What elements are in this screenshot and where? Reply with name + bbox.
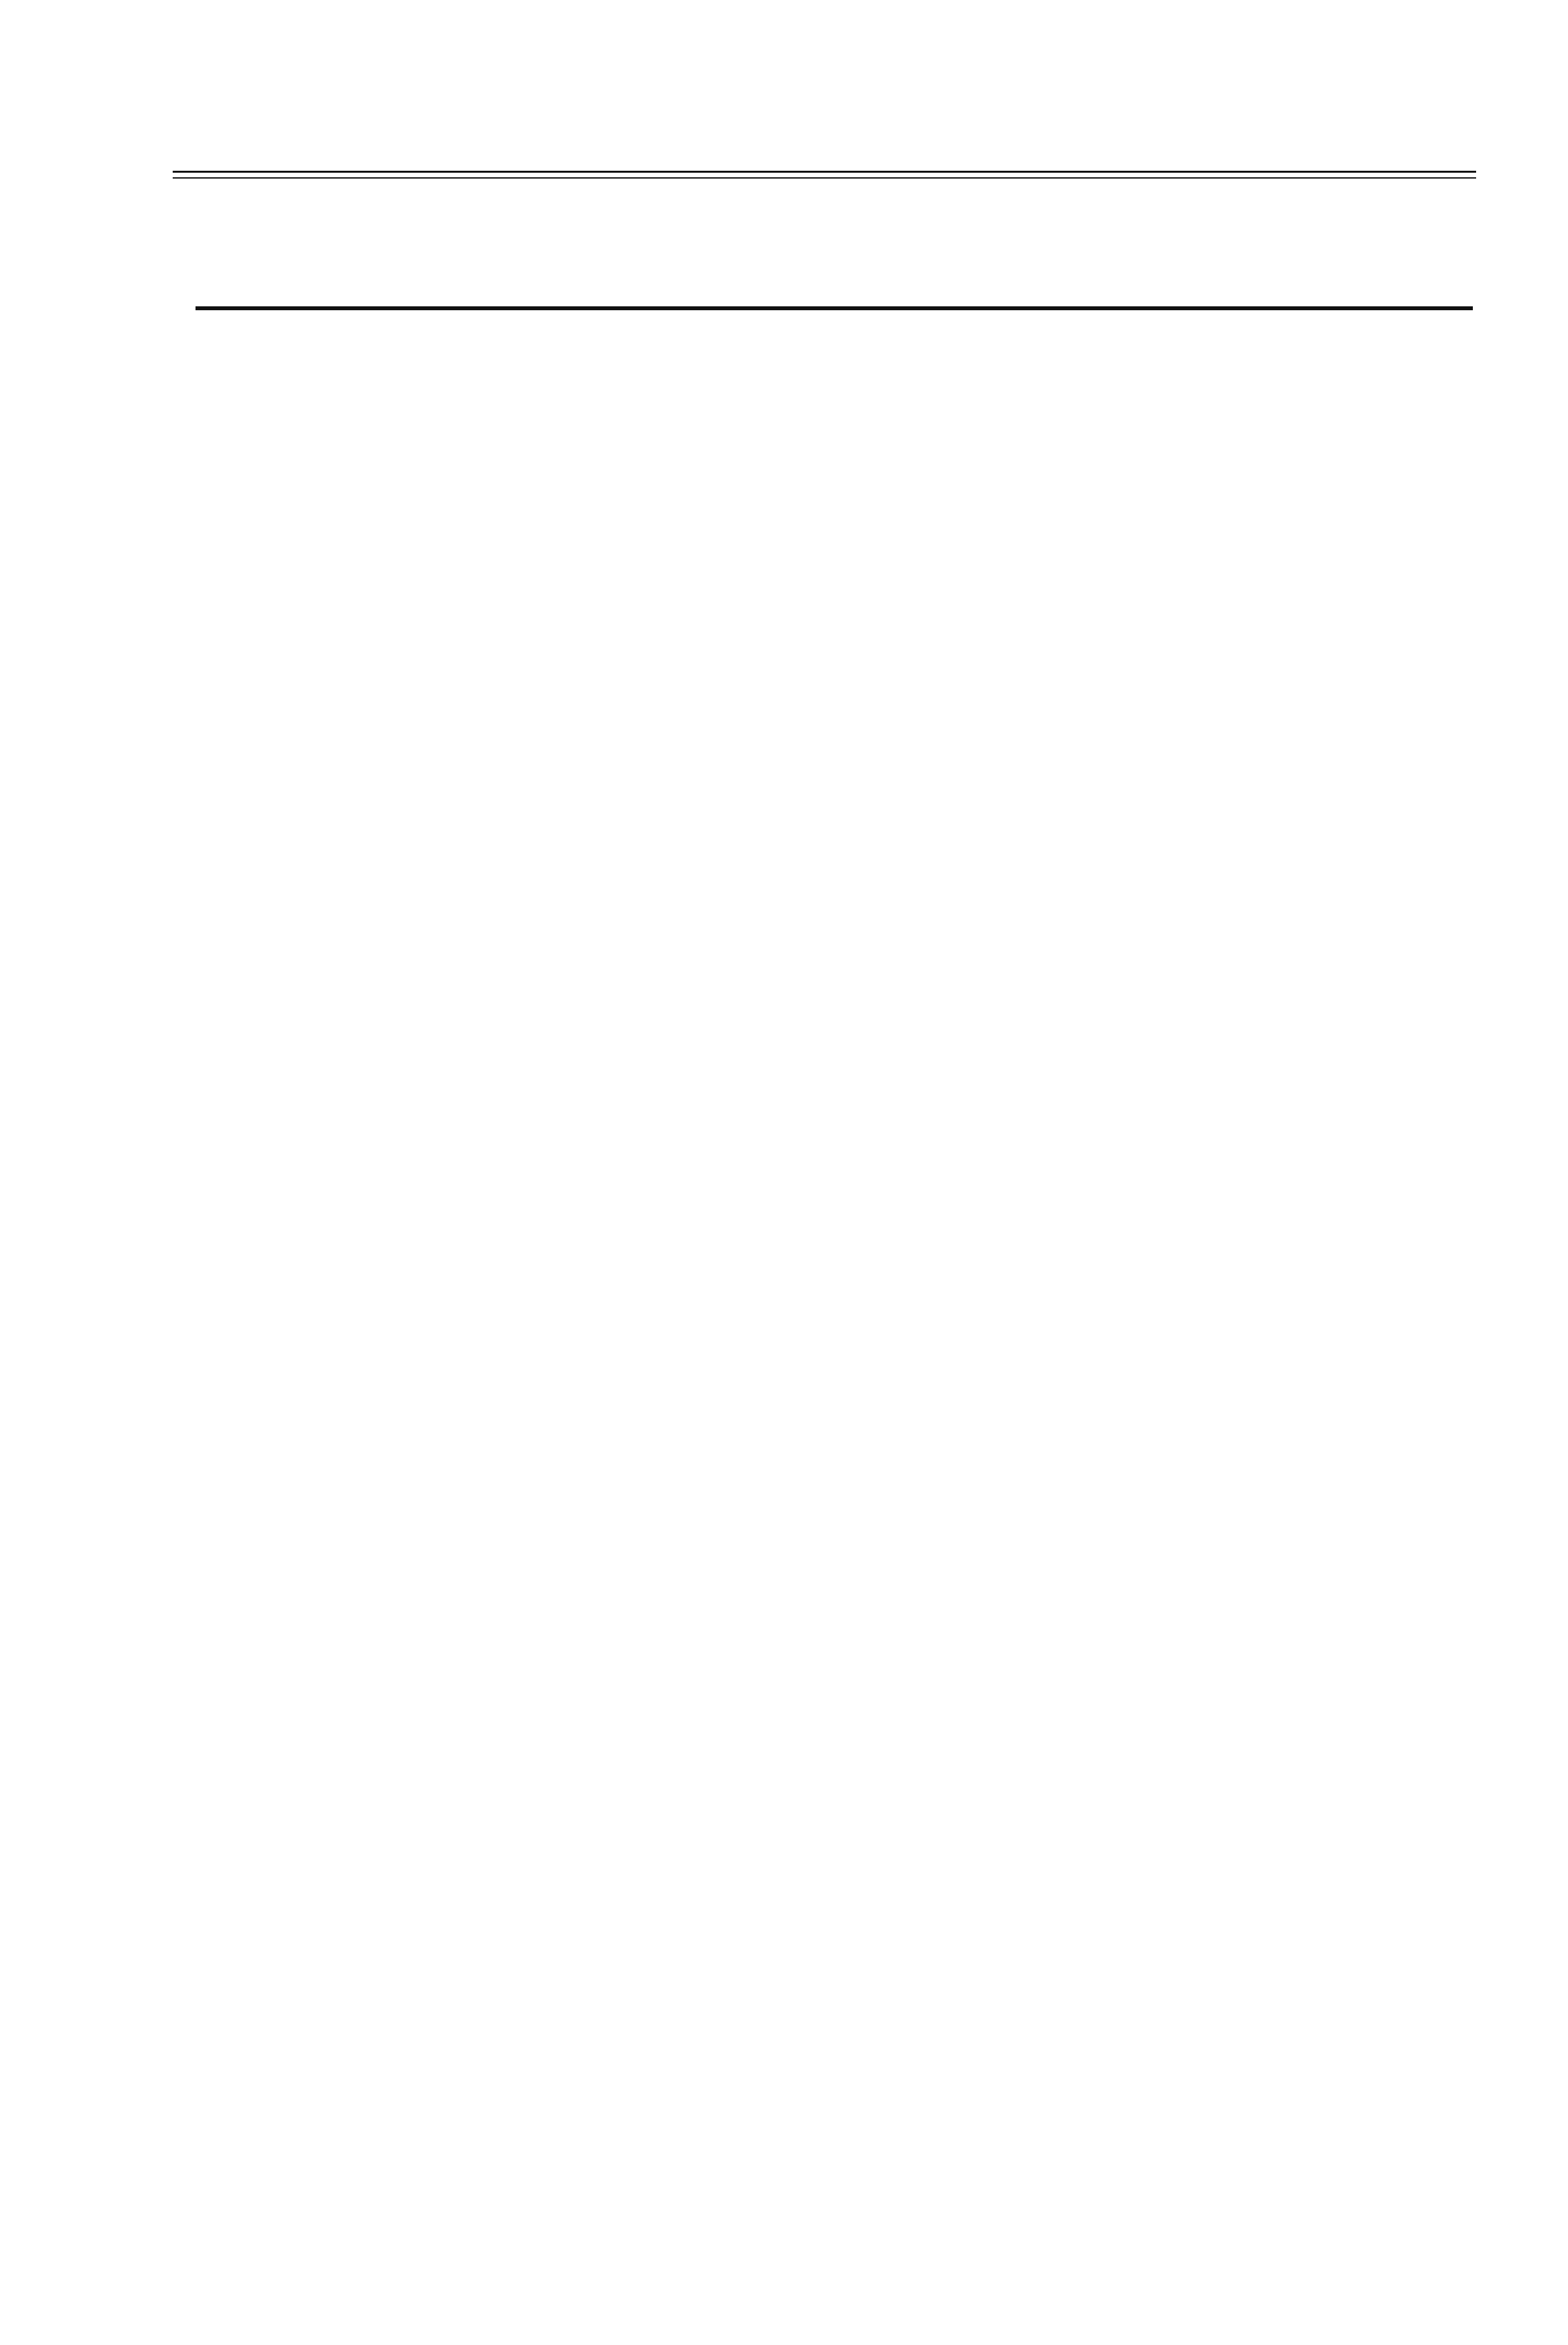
header-rule: [173, 171, 1476, 173]
header-rule-2: [173, 177, 1476, 179]
title-rule: [196, 306, 1473, 310]
